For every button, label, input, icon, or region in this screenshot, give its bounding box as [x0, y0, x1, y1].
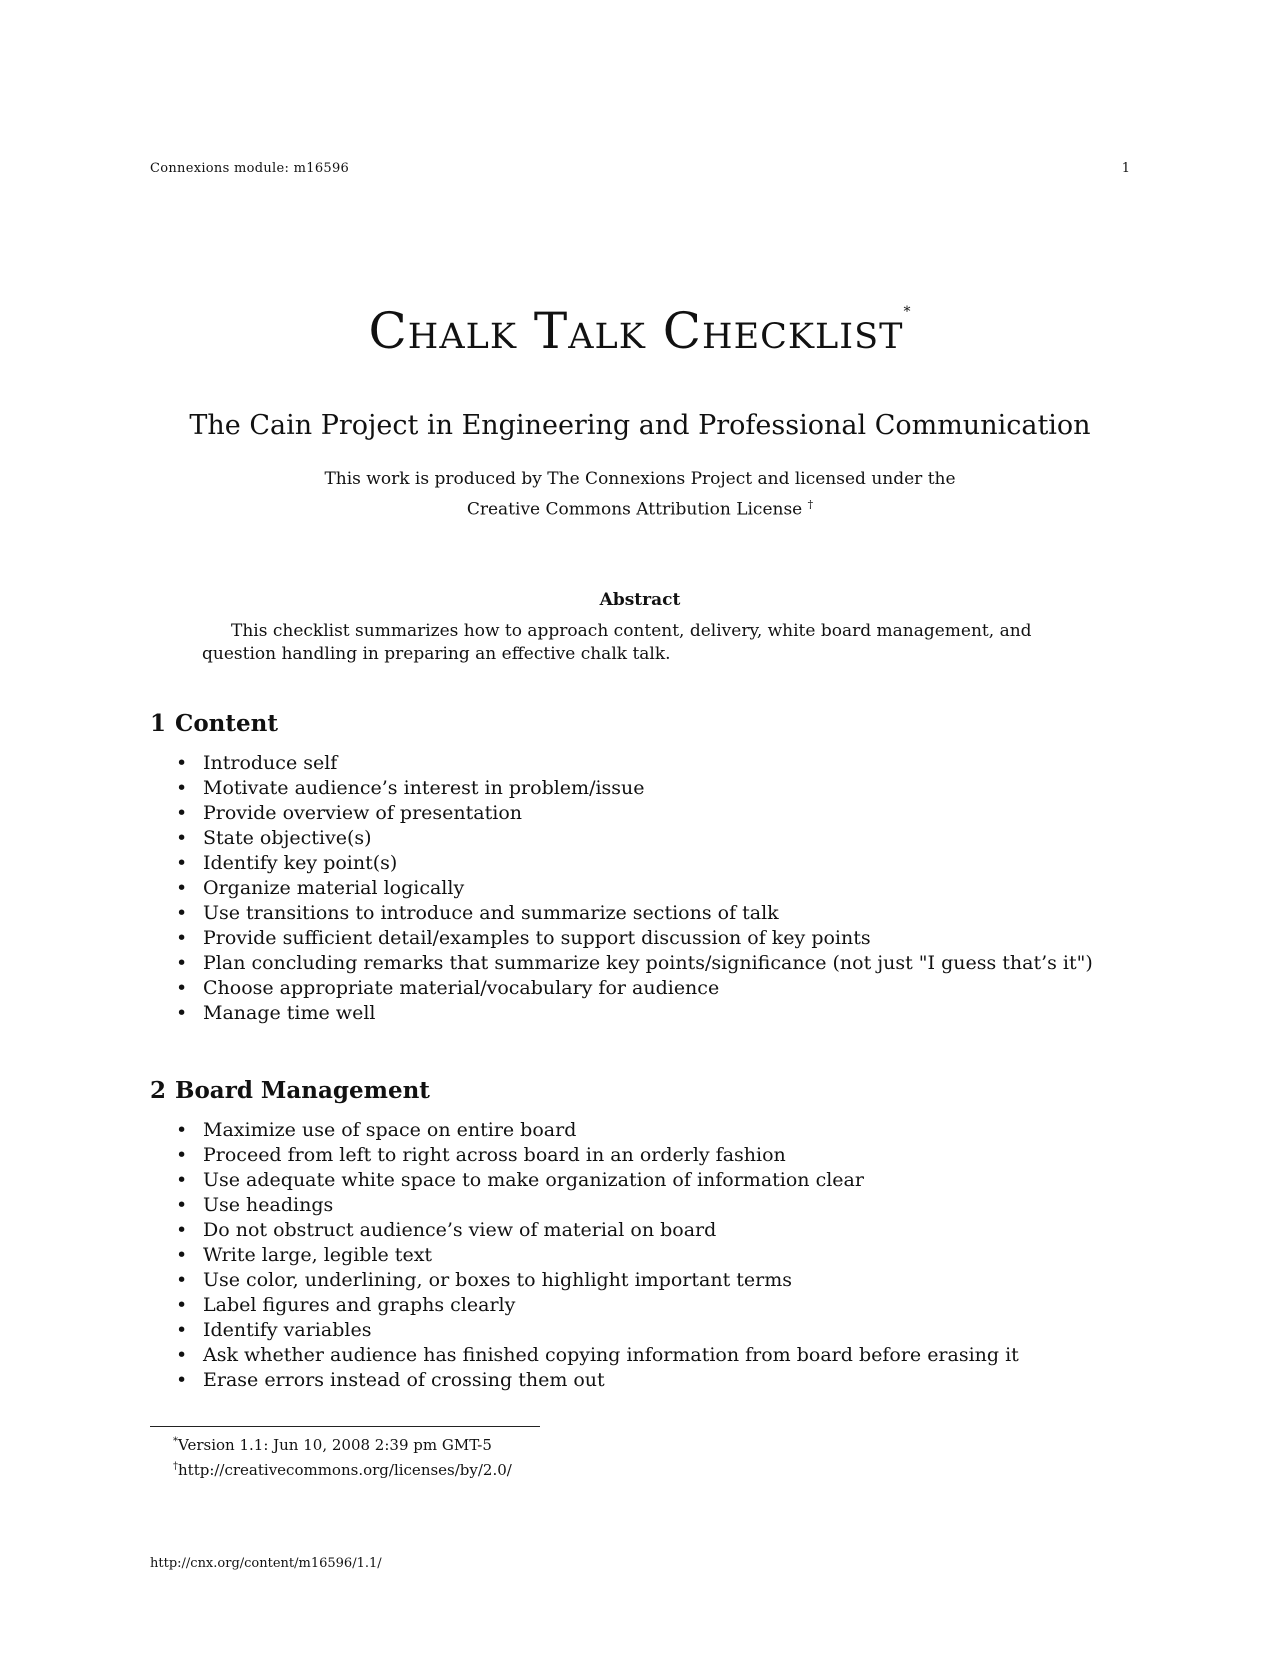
list-item: • Motivate audience’s interest in problem/issue — [176, 776, 1093, 801]
footnote-license-url — [173, 1456, 512, 1481]
list-item: • Provide sufficient detail/examples to support discussion of key points — [176, 926, 1093, 951]
section-heading-board-management — [150, 1077, 430, 1104]
document-title-text: Chalk Talk Checklist — [368, 302, 904, 360]
title-footnote-mark: * — [903, 304, 912, 321]
list-item: • Ask whether audience has finished copying information from board before erasing it — [176, 1343, 1019, 1368]
list-item: • Erase errors instead of crossing them out — [176, 1368, 1019, 1393]
board-management-checklist — [176, 1118, 1019, 1393]
footnotes — [173, 1431, 512, 1481]
list-item: • Do not obstruct audience’s view of material on board — [176, 1218, 1019, 1243]
list-item: • Organize material logically — [176, 876, 1093, 901]
list-item: • Write large, legible text — [176, 1243, 1019, 1268]
list-item: • Use adequate white space to make organization of information clear — [176, 1168, 1019, 1193]
list-item: • Identify key point(s) — [176, 851, 1093, 876]
abstract-heading: Abstract — [599, 590, 681, 610]
list-item: • Manage time well — [176, 1001, 1093, 1026]
list-item: • Provide overview of presentation — [176, 801, 1093, 826]
license-footnote-mark: † — [807, 498, 814, 511]
license-statement — [0, 467, 1280, 523]
list-item: • Choose appropriate material/vocabulary for audience — [176, 976, 1093, 1001]
section-heading-content — [150, 710, 278, 737]
list-item: • Maximize use of space on entire board — [176, 1118, 1019, 1143]
footnote-text: Version 1.1: Jun 10, 2008 2:39 pm GMT-5 — [178, 1436, 492, 1454]
section-title: Content — [175, 710, 278, 737]
list-item: • Identify variables — [176, 1318, 1019, 1343]
list-item: • Label figures and graphs clearly — [176, 1293, 1019, 1318]
content-checklist — [176, 751, 1093, 1026]
list-item: • Use transitions to introduce and summarize sections of talk — [176, 901, 1093, 926]
running-header-module: Connexions module: m16596 — [150, 161, 350, 176]
section-number: 2 — [150, 1077, 167, 1104]
list-item: • Use headings — [176, 1193, 1019, 1218]
list-item: • State objective(s) — [176, 826, 1093, 851]
section-title: Board Management — [175, 1077, 430, 1104]
abstract-text: This checklist summarizes how to approach content, delivery, white board management, and question handling in preparing an effective chalk talk. — [202, 621, 1032, 664]
section-number: 1 — [150, 710, 167, 737]
list-item: • Plan concluding remarks that summarize key points/significance (not just "I guess that’s it") — [176, 951, 1093, 976]
footer-url[interactable]: http://cnx.org/content/m16596/1.1/ — [150, 1556, 382, 1571]
document-subtitle: The Cain Project in Engineering and Professional Communication — [189, 410, 1091, 441]
license-line-2-wrap — [0, 492, 1280, 523]
document-title — [0, 302, 1280, 360]
footnote-mark: * — [173, 1436, 178, 1447]
list-item: • Proceed from left to right across board in an orderly fashion — [176, 1143, 1019, 1168]
page-number: 1 — [1121, 161, 1130, 176]
license-line-1: This work is produced by The Connexions Project and licensed under the — [324, 469, 956, 489]
footnote-link[interactable]: http://creativecommons.org/licenses/by/2.0/ — [178, 1461, 512, 1479]
footnote-version — [173, 1431, 512, 1456]
footnote-divider — [150, 1426, 540, 1427]
license-link-text[interactable]: Creative Commons Attribution License — [466, 499, 803, 520]
list-item: • Introduce self — [176, 751, 1093, 776]
list-item: • Use color, underlining, or boxes to highlight important terms — [176, 1268, 1019, 1293]
footnote-mark: † — [173, 1461, 178, 1472]
